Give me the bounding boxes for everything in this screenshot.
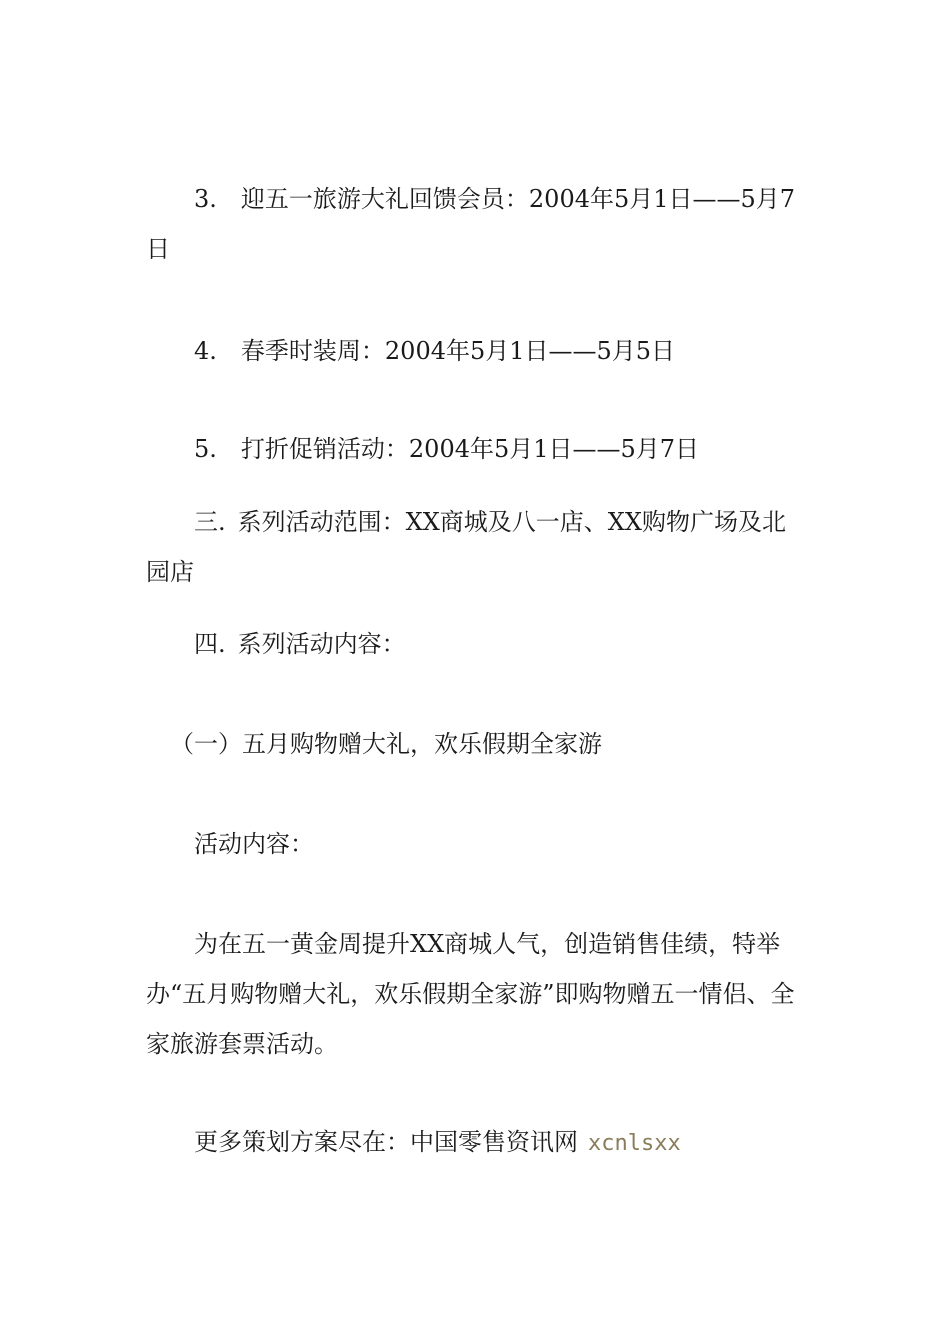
item-text: 打折促销活动：2004年5月1日——5月7日 — [240, 435, 700, 463]
section-number: 四. — [194, 630, 226, 658]
item-text: 迎五一旅游大礼回馈会员：2004年5月1日——5月7日 — [146, 185, 796, 263]
body-paragraph: 为在五一黄金周提升XX商城人气，创造销售佳绩，特举办“五月购物赠大礼，欢乐假期全家游”即购物赠五一情侣、全家旅游套票活动。 — [146, 930, 795, 1058]
item-number: 3. — [194, 185, 217, 213]
item-number: 5. — [194, 435, 217, 463]
list-item-4 — [146, 326, 806, 376]
footer-line — [146, 1117, 806, 1169]
footer-text: 更多策划方案尽在：中国零售资讯网 — [194, 1128, 578, 1156]
section-text: 系列活动内容： — [237, 630, 406, 658]
item-number: 4. — [194, 337, 217, 365]
content-label: 活动内容： — [194, 830, 314, 858]
section-heading-3 — [146, 497, 806, 597]
footer-link[interactable]: xcnlsxx — [588, 1131, 681, 1156]
section-heading-4 — [146, 619, 806, 669]
list-item-3 — [146, 174, 806, 274]
item-text: 春季时装周：2004年5月1日——5月5日 — [240, 337, 676, 365]
subsection-heading: （一）五月购物赠大礼，欢乐假期全家游 — [170, 730, 602, 758]
section-number: 三. — [194, 508, 226, 536]
list-item-5 — [146, 424, 806, 474]
section-text: 系列活动范围：XX商城及八一店、XX购物广场及北园店 — [146, 508, 786, 586]
